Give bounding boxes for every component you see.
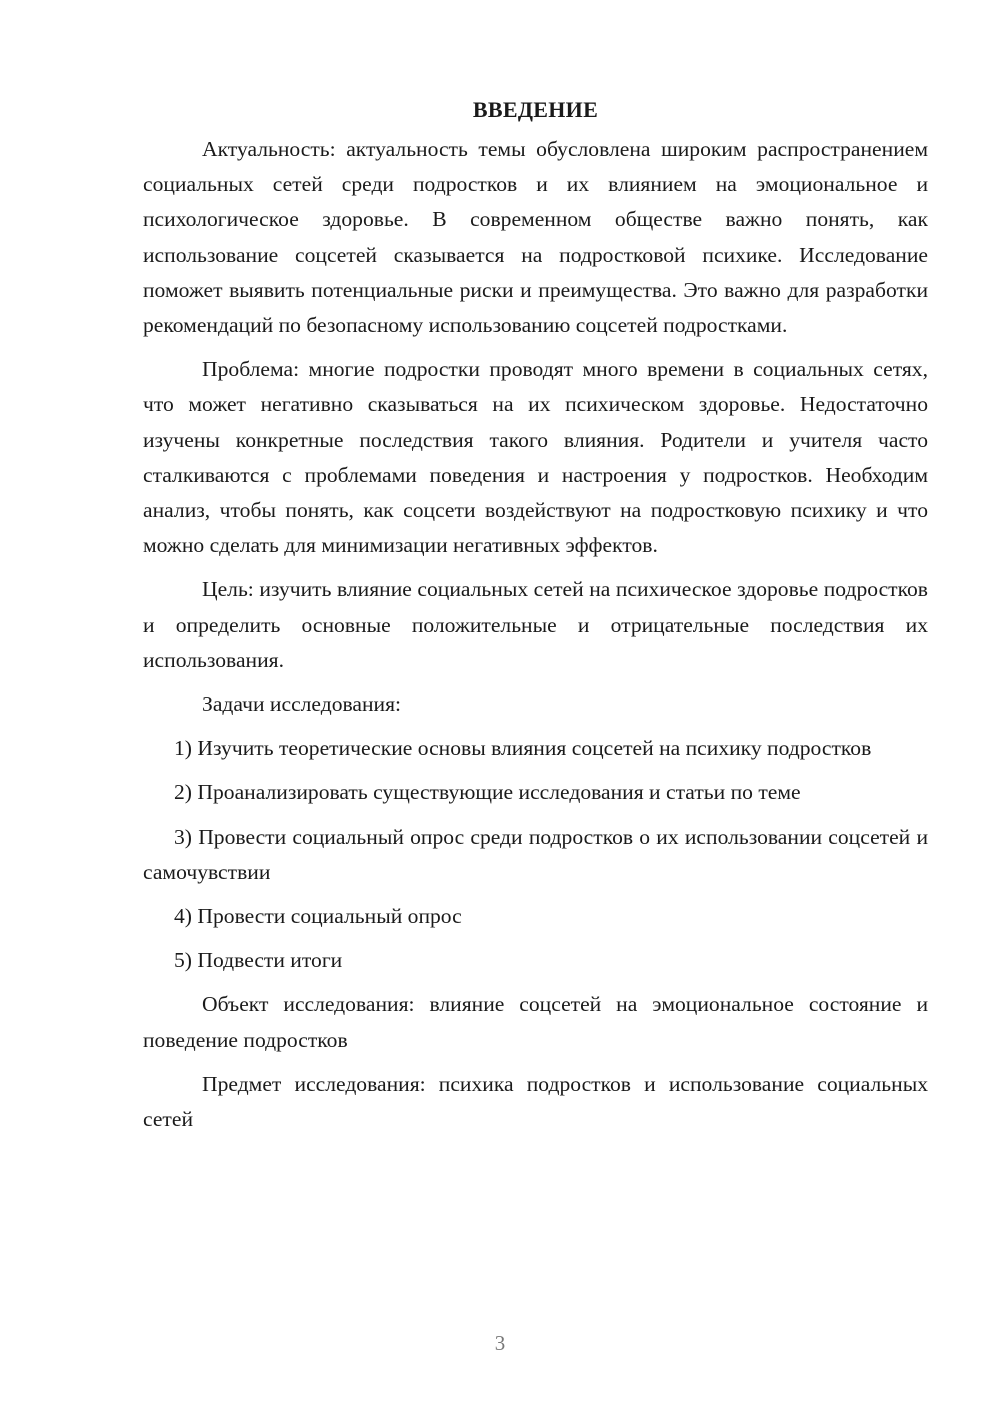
task-item: 1) Изучить теоретические основы влияния соцсетей на психику подростков [174,736,872,761]
task-item: 3) Провести социальный опрос среди подростков о их использовании соцсетей и самочувствии [143,824,928,884]
task-item: 5) Подвести итоги [174,948,343,973]
object-paragraph: Объект исследования: влияние соцсетей на эмоциональное состояние и поведение подростков [143,992,928,1052]
task-item: 4) Провести социальный опрос [174,904,462,929]
task-item: 2) Проанализировать существующие исследования и статьи по теме [174,780,801,805]
subject-paragraph: Предмет исследования: психика подростков и использование социальных сетей [143,1071,928,1132]
page-number: 3 [494,1331,506,1355]
goal-paragraph: Цель: изучить влияние социальных сетей на психическое здоровье подростков и определить основные положительные и отрицательные последствия их использования. [143,577,928,672]
problem-paragraph: Проблема: многие подростки проводят много времени в социальных сетях, что может негативно сказываться на их психическом здоровье. Недостаточно изучены конкретные последствия такого влияния. Родители и учителя часто сталкиваются с проблемами поведения и настроения у подростков. Необходим анализ, чтобы понять, как соцсети воздействуют на подростковую психику и что можно сделать для минимизации негативных эффектов. [143,357,928,558]
document-page [143,92,928,1137]
relevance-paragraph: Актуальность: актуальность темы обусловлена широким распространением социальных сетей среди подростков и их влиянием на эмоциональное и психологическое здоровье. В современном обществе важно понять, как использование соцсетей сказывается на подростковой психике. Исследование поможет выявить потенциальные риски и преимущества. Это важно для разработки рекомендаций по безопасному использованию соцсетей подростками. [143,137,928,338]
section-heading: ВВЕДЕНИЕ [472,97,599,122]
tasks-title: Задачи исследования: [202,692,402,717]
